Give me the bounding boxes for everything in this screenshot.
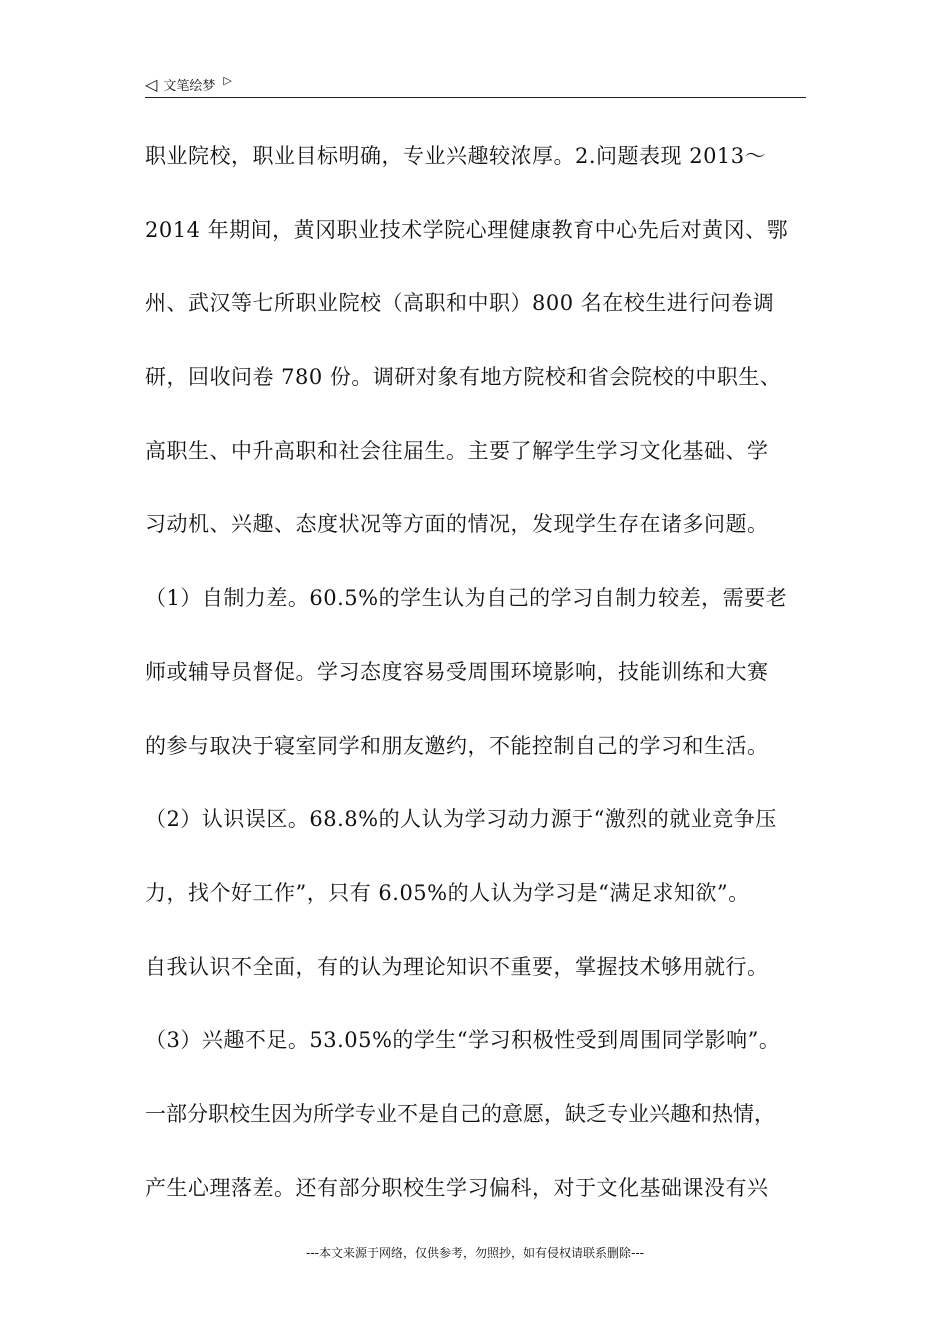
text-line: 产生心理落差。还有部分职校生学习偏科，对于文化基础课没有兴 (145, 1175, 769, 1200)
text-line: 州、武汉等七所职业院校（高职和中职）800 名在校生进行问卷调 (145, 291, 775, 316)
text-line: 研，回收问卷 780 份。调研对象有地方院校和省会院校的中职生、 (145, 365, 782, 390)
text-line: 的参与取决于寝室同学和朋友邀约，不能控制自己的学习和生活。 (145, 733, 769, 758)
text-line: 职业院校，职业目标明确，专业兴趣较浓厚。2.问题表现 2013～ (145, 144, 767, 168)
text-line: 2014 年期间，黄冈职业技术学院心理健康教育中心先后对黄冈、鄂 (145, 217, 789, 242)
text-line: 师或辅导员督促。学习态度容易受周围环境影响，技能训练和大赛 (145, 659, 769, 684)
text-line: 高职生、中升高职和社会往届生。主要了解学生学习文化基础、学 (145, 438, 769, 463)
text-line: 一部分职校生因为所学专业不是自己的意愿，缺乏专业兴趣和热情， (145, 1101, 775, 1126)
header-divider (145, 97, 806, 98)
text-line: （2）认识误区。68.8%的人认为学习动力源于“激烈的就业竞争压 (145, 807, 777, 832)
document-header (145, 72, 232, 96)
footer-disclaimer: ---本文来源于网络，仅供参考，勿照抄，如有侵权请联系删除--- (306, 1246, 644, 1260)
triangle-right-icon: ▷ (223, 73, 232, 87)
text-line: 力，找个好工作”，只有 6.05%的人认为学习是“满足求知欲”。 (145, 880, 750, 905)
header-title: 文笔绘梦 (163, 78, 216, 94)
triangle-left-icon: ◁ (145, 74, 158, 94)
body-text (145, 120, 810, 1225)
text-line: 自我认识不全面，有的认为理论知识不重要，掌握技术够用就行。 (145, 954, 769, 979)
text-line: 习动机、兴趣、态度状况等方面的情况，发现学生存在诸多问题。 (145, 512, 769, 537)
text-line: （1）自制力差。60.5%的学生认为自己的学习自制力较差，需要老 (145, 586, 788, 611)
text-line: （3）兴趣不足。53.05%的学生“学习积极性受到周围同学影响”。 (145, 1028, 781, 1053)
